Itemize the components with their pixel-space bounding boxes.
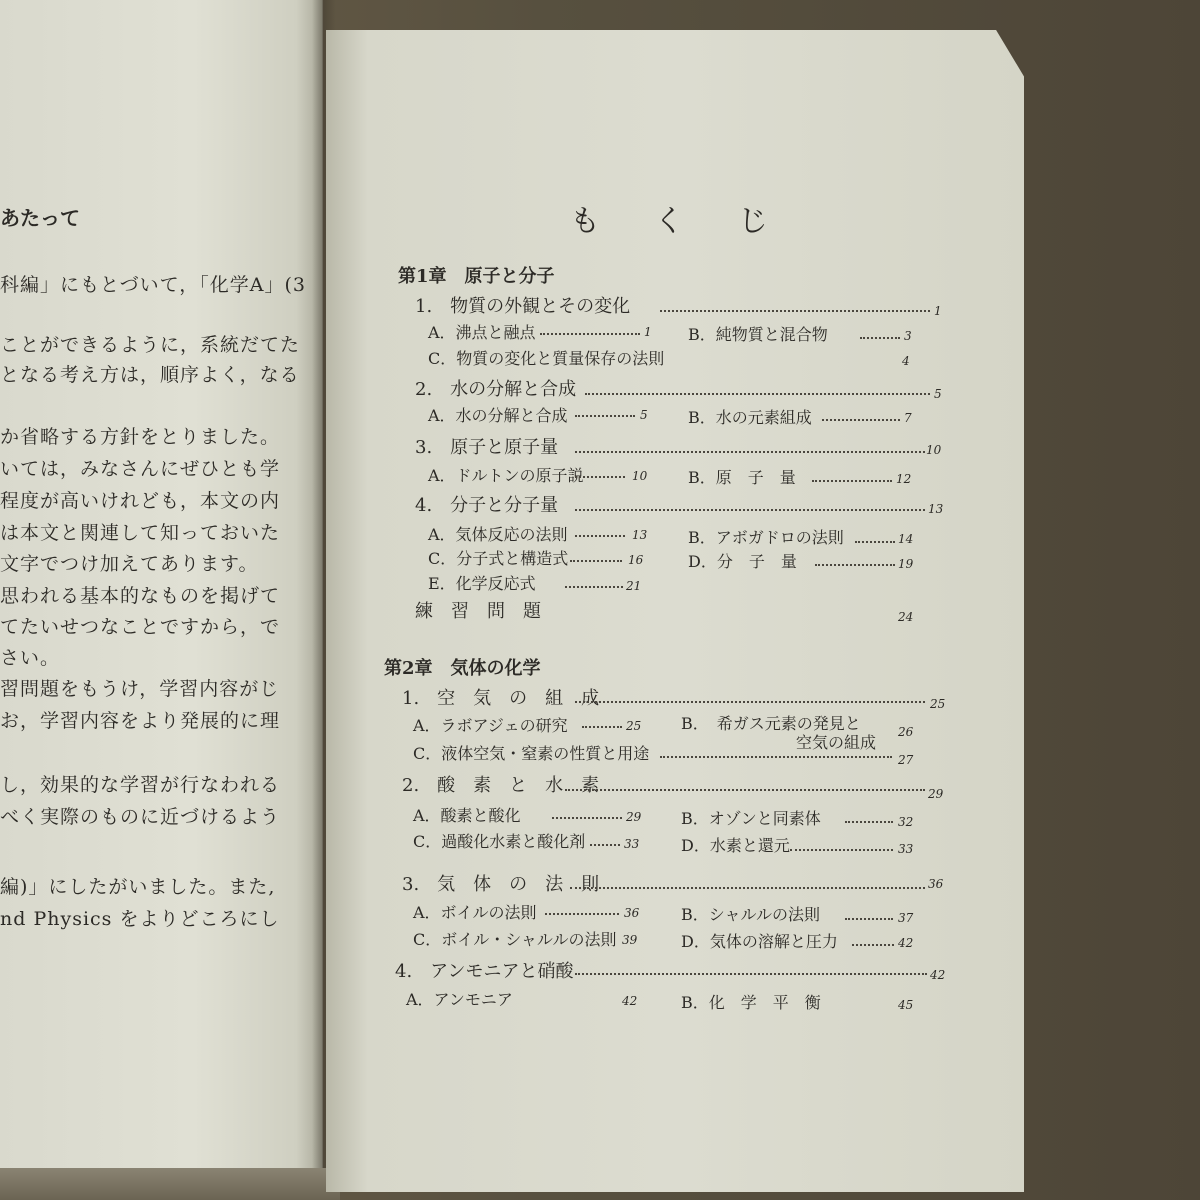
- dot-leader: [575, 509, 925, 511]
- page-number: 29: [626, 810, 642, 824]
- page-number: 26: [898, 725, 914, 739]
- toc-section: 練 習 問 題: [415, 601, 541, 622]
- toc-subsection-cont: 空気の組成: [796, 733, 877, 752]
- left-line-11: さい。: [0, 647, 61, 669]
- toc-section: 4. アンモニアと硝酸: [395, 961, 574, 982]
- page-number: 7: [904, 411, 912, 425]
- page-number: 33: [624, 837, 640, 851]
- page-number: 3: [904, 329, 912, 343]
- dot-leader: [570, 887, 925, 889]
- left-heading: あたって: [0, 206, 80, 230]
- dot-leader: [855, 541, 895, 543]
- dot-leader: [845, 918, 893, 920]
- page-number: 37: [898, 911, 914, 925]
- toc-subsection: A．酸素と酸化: [413, 806, 521, 825]
- left-line-13: お，学習内容をより発展的に理: [0, 710, 281, 732]
- dot-leader: [575, 451, 925, 453]
- toc-subsection: B．シャルルの法則: [681, 905, 821, 924]
- chapter-2-heading: 第2章 気体の化学: [384, 658, 541, 679]
- book-bottom-edge: [0, 1168, 340, 1200]
- page-number: 4: [902, 354, 910, 368]
- toc-subsection: A．ドルトンの原子説: [428, 466, 584, 485]
- left-line-3: となる考え方は，順序よく，なる: [0, 364, 300, 386]
- page-number: 1: [934, 304, 942, 318]
- dot-leader: [545, 913, 619, 915]
- chapter-1-heading: 第1章 原子と分子: [398, 266, 555, 287]
- toc-subsection: B．オゾンと同素体: [681, 809, 821, 828]
- dot-leader: [570, 560, 622, 562]
- toc-subsection: C．物質の変化と質量保存の法則: [428, 349, 665, 368]
- page-number: 42: [930, 968, 946, 982]
- dot-leader: [815, 564, 895, 566]
- left-line-8: 文字でつけ加えてあります。: [0, 553, 259, 575]
- dot-leader: [565, 789, 925, 791]
- dot-leader: [660, 310, 930, 312]
- page-number: 27: [898, 753, 914, 767]
- toc-section: 1. 空 気 の 組 成: [402, 688, 600, 709]
- dot-leader: [565, 586, 623, 588]
- left-line-7: は本文と関連して知っておいた: [0, 522, 281, 544]
- toc-subsection: A．水の分解と合成: [428, 406, 568, 425]
- toc-section: 1. 物質の外観とその変化: [415, 296, 631, 317]
- toc-subsection: D．水素と還元: [681, 836, 790, 855]
- dot-leader: [552, 817, 622, 819]
- dot-leader: [860, 337, 900, 339]
- left-line-14: し，効果的な学習が行なわれる: [0, 774, 281, 796]
- dot-leader: [590, 844, 620, 846]
- page-number: 13: [632, 528, 648, 542]
- toc-subsection: B．アボガドロの法則: [688, 528, 844, 547]
- dot-leader: [575, 701, 925, 703]
- dot-leader: [845, 821, 893, 823]
- page-number: 33: [898, 842, 914, 856]
- page-number: 12: [896, 472, 912, 486]
- toc-subsection: E．化学反応式: [428, 574, 536, 593]
- dot-leader: [575, 973, 927, 975]
- toc-subsection: A．気体反応の法則: [428, 525, 568, 544]
- toc-section: 2. 酸 素 と 水 素: [402, 775, 600, 796]
- left-line-12: 習問題をもうけ，学習内容がじ: [0, 678, 280, 700]
- left-line-2: ことができるように，系統だてた: [0, 334, 301, 356]
- page-number: 32: [898, 815, 914, 829]
- page-number: 10: [926, 443, 942, 457]
- left-line-6: 程度が高いけれども，本文の内: [0, 490, 281, 512]
- page-number: 42: [622, 994, 638, 1008]
- page-number: 36: [928, 877, 944, 891]
- toc-subsection: A．沸点と融点: [428, 323, 536, 342]
- page-number: 19: [898, 557, 914, 571]
- toc-subsection: C．液体空気・窒素の性質と用途: [413, 744, 650, 763]
- dot-leader: [585, 393, 930, 395]
- page-number: 25: [626, 719, 642, 733]
- toc-subsection: A．ボイルの法則: [413, 903, 537, 922]
- page-number: 24: [898, 610, 914, 624]
- dot-leader: [540, 333, 640, 335]
- dot-leader: [812, 480, 892, 482]
- left-line-16: 編)」にしたがいました。また,: [0, 876, 276, 898]
- dot-leader: [822, 419, 900, 421]
- dot-leader: [852, 944, 894, 946]
- toc-subsection: C．ボイル・シャルルの法則: [413, 930, 617, 949]
- page-number: 45: [898, 998, 914, 1012]
- left-line-10: てたいせつなことですから，で: [0, 616, 281, 638]
- page-number: 5: [934, 387, 942, 401]
- toc-subsection: B．原 子 量: [688, 468, 796, 487]
- dot-leader: [790, 849, 893, 851]
- dot-leader: [575, 476, 625, 478]
- dot-leader: [575, 415, 635, 417]
- page-number: 36: [624, 906, 640, 920]
- toc-subsection: C．分子式と構造式: [428, 549, 569, 568]
- toc-subsection: D．分 子 量: [688, 552, 797, 571]
- page-number: 14: [898, 532, 914, 546]
- toc-section: 3. 原子と原子量: [415, 437, 559, 458]
- dot-leader: [575, 535, 625, 537]
- toc-subsection: B． 希ガス元素の発見と: [681, 714, 861, 733]
- toc-subsection: B．化 学 平 衡: [681, 993, 821, 1012]
- left-line-1: 科編」にもとづいて，「化学A」(3: [0, 274, 306, 296]
- toc-subsection: A．アンモニア: [406, 990, 513, 1009]
- left-line-4: か省略する方針をとりました。: [0, 426, 281, 448]
- toc-subsection: B．水の元素組成: [688, 408, 812, 427]
- toc-subsection: D．気体の溶解と圧力: [681, 932, 838, 951]
- toc-section: 2. 水の分解と合成: [415, 379, 577, 400]
- left-line-17: nd Physics をよりどころにし: [0, 908, 280, 930]
- page-number: 13: [928, 502, 944, 516]
- page-number: 16: [628, 553, 644, 567]
- left-line-9: 思われる基本的なものを掲げて: [0, 585, 281, 607]
- toc-section: 4. 分子と分子量: [415, 495, 559, 516]
- toc-subsection: A．ラボアジェの研究: [413, 716, 568, 735]
- toc-subsection: B．純物質と混合物: [688, 325, 828, 344]
- page-number: 10: [632, 469, 648, 483]
- dot-leader: [582, 726, 622, 728]
- left-line-5: いては，みなさんにぜひとも学: [0, 458, 281, 480]
- page-number: 39: [622, 933, 638, 947]
- left-line-15: べく実際のものに近づけるよう: [0, 806, 281, 828]
- toc-section: 3. 気 体 の 法 則: [402, 874, 600, 895]
- dot-leader: [660, 756, 892, 758]
- page-number: 25: [930, 697, 946, 711]
- left-page: [0, 0, 323, 1170]
- page-number: 21: [626, 579, 642, 593]
- page-number: 5: [640, 408, 648, 422]
- toc-subsection: C．過酸化水素と酸化剤: [413, 832, 586, 851]
- page-number: 29: [928, 787, 944, 801]
- page-number: 42: [898, 936, 914, 950]
- page-number: 1: [644, 325, 652, 339]
- toc-title: もくじ: [570, 204, 822, 239]
